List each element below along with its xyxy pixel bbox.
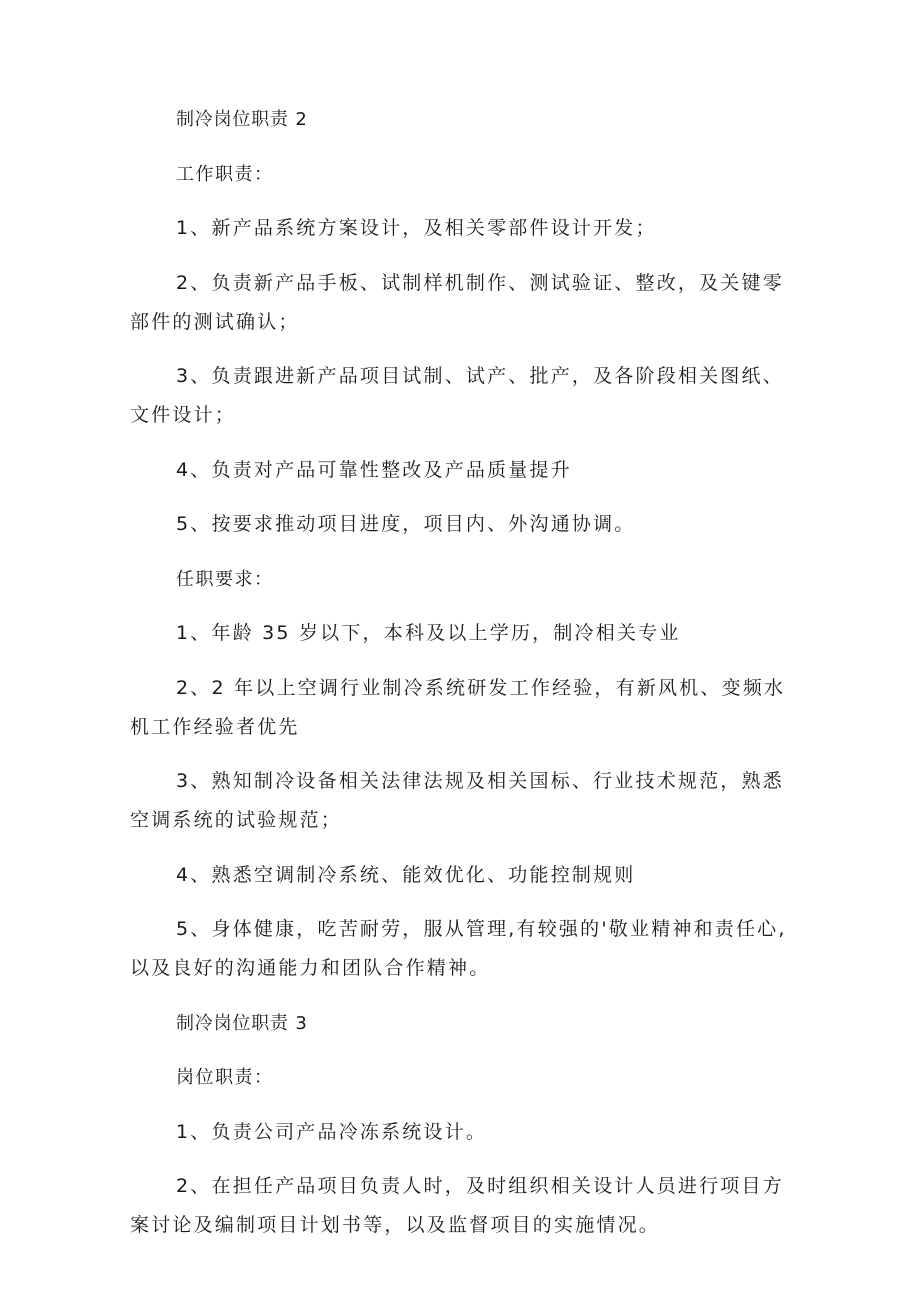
list-item: 1、新产品系统方案设计，及相关零部件设计开发； xyxy=(176,217,657,239)
list-item: 3、负责跟进新产品项目试制、试产、批产，及各阶段相关图纸、文件设计； xyxy=(130,365,784,426)
list-item: 5、身体健康，吃苦耐劳，服从管理,有较强的'敬业精神和责任心,以及良好的沟通能力和团队合作精神。 xyxy=(130,918,787,979)
group-label: 岗位职责： xyxy=(176,1067,274,1088)
list-item: 2、在担任产品项目负责人时，及时组织相关设计人员进行项目方案讨论及编制项目计划书等，以及监督项目的实施情况。 xyxy=(130,1175,784,1236)
list-item: 4、负责对产品可靠性整改及产品质量提升 xyxy=(176,458,572,481)
group-label: 工作职责： xyxy=(176,163,274,185)
list-item: 1、负责公司产品冷冻系统设计。 xyxy=(176,1120,488,1143)
list-item: 3、熟知制冷设备相关法律法规及相关国标、行业技术规范，熟悉空调系统的试验规范； xyxy=(130,770,784,831)
list-item: 4、熟悉空调制冷系统、能效优化、功能控制规则 xyxy=(176,863,636,886)
section-title: 制冷岗位职责 2 xyxy=(176,109,308,130)
list-item: 1、年龄 35 岁以下，本科及以上学历，制冷相关专业 xyxy=(176,622,681,644)
list-item: 2、2 年以上空调行业制冷系统研发工作经验，有新风机、变频水机工作经验者优先 xyxy=(130,676,786,738)
group-label: 任职要求： xyxy=(176,568,274,590)
document-body xyxy=(130,100,790,1261)
section-title: 制冷岗位职责 3 xyxy=(176,1012,308,1034)
list-item: 5、按要求推动项目进度，项目内、外沟通协调。 xyxy=(176,513,636,535)
list-item: 2、负责新产品手板、试制样机制作、测试验证、整改，及关键零部件的测试确认； xyxy=(130,271,784,333)
